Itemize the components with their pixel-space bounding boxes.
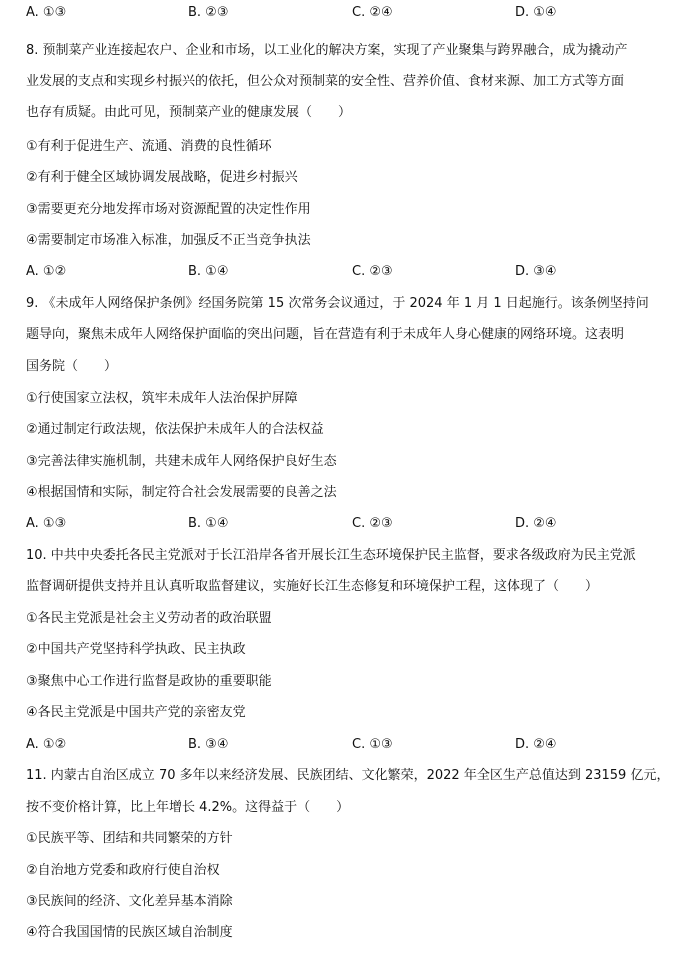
q9-option-a[interactable]: A. ①③	[26, 516, 67, 531]
q8-item-2: ②有利于健全区域协调发展战略，促进乡村振兴	[26, 170, 298, 185]
q11-stem-line-1: 11. 内蒙古自治区成立 70 多年以来经济发展、民族团结、文化繁荣，2022 年全区生产总值达到 23159 亿元，	[26, 768, 670, 783]
q10-item-1: ①各民主党派是社会主义劳动者的政治联盟	[26, 611, 272, 626]
q9-options	[26, 515, 686, 533]
q8-option-d[interactable]: D. ③④	[515, 264, 557, 279]
q9-item-2: ②通过制定行政法规，依法保护未成年人的合法权益	[26, 422, 324, 437]
q9-stem-line-2: 题导向，聚焦未成年人网络保护面临的突出问题，旨在营造有利于未成年人身心健康的网络环境。这表明	[26, 327, 625, 342]
q8-option-b[interactable]: B. ①④	[188, 264, 229, 279]
q7-option-a[interactable]: A. ①③	[26, 5, 67, 20]
q10-option-c[interactable]: C. ①③	[352, 737, 393, 752]
q7-options	[26, 4, 686, 22]
q10-option-b[interactable]: B. ③④	[188, 737, 229, 752]
q8-stem-line-1: 8. 预制菜产业连接起农户、企业和市场，以工业化的解决方案，实现了产业聚集与跨界融合，成为撬动产	[26, 43, 628, 58]
q9-item-3: ③完善法律实施机制，共建未成年人网络保护良好生态	[26, 454, 337, 469]
q8-option-c[interactable]: C. ②③	[352, 264, 393, 279]
q9-option-d[interactable]: D. ②④	[515, 516, 557, 531]
q7-option-b[interactable]: B. ②③	[188, 5, 229, 20]
q10-item-2: ②中国共产党坚持科学执政、民主执政	[26, 642, 246, 657]
q10-option-a[interactable]: A. ①②	[26, 737, 67, 752]
q9-item-1: ①行使国家立法权，筑牢未成年人法治保护屏障	[26, 391, 298, 406]
q8-stem-line-2: 业发展的支点和实现乡村振兴的依托，但公众对预制菜的安全性、营养价值、食材来源、加工方式等方面	[26, 74, 625, 89]
q9-stem-line-3: 国务院（ ）	[26, 359, 118, 374]
q10-options	[26, 736, 686, 754]
q10-stem-line-2: 监督调研提供支持并且认真听取监督建议，实施好长江生态修复和环境保护工程，这体现了（ ）	[26, 579, 599, 594]
q10-item-3: ③聚焦中心工作进行监督是政协的重要职能	[26, 674, 272, 689]
q8-item-4: ④需要制定市场准入标准，加强反不正当竞争执法	[26, 233, 311, 248]
q11-item-3: ③民族间的经济、文化差异基本消除	[26, 894, 233, 909]
q10-stem-line-1: 10. 中共中央委托各民主党派对于长江沿岸各省开展长江生态环境保护民主监督，要求各级政府为民主党派	[26, 548, 636, 563]
q11-item-4: ④符合我国国情的民族区域自治制度	[26, 925, 233, 940]
q11-item-1: ①民族平等、团结和共同繁荣的方针	[26, 831, 233, 846]
q9-stem-line-1: 9. 《未成年人网络保护条例》经国务院第 15 次常务会议通过，于 2024 年 1 月 1 日起施行。该条例坚持问	[26, 296, 649, 311]
q9-option-b[interactable]: B. ①④	[188, 516, 229, 531]
q7-option-d[interactable]: D. ①④	[515, 5, 557, 20]
q8-item-1: ①有利于促进生产、流通、消费的良性循环	[26, 139, 272, 154]
q8-stem-line-3: 也存有质疑。由此可见，预制菜产业的健康发展（ ）	[26, 105, 352, 120]
q10-item-4: ④各民主党派是中国共产党的亲密友党	[26, 705, 246, 720]
q11-item-2: ②自治地方党委和政府行使自治权	[26, 863, 220, 878]
q8-item-3: ③需要更充分地发挥市场对资源配置的决定性作用	[26, 202, 311, 217]
q8-options	[26, 263, 686, 281]
q8-option-a[interactable]: A. ①②	[26, 264, 67, 279]
q7-option-c[interactable]: C. ②④	[352, 5, 393, 20]
q9-option-c[interactable]: C. ②③	[352, 516, 393, 531]
q9-item-4: ④根据国情和实际，制定符合社会发展需要的良善之法	[26, 485, 337, 500]
q10-option-d[interactable]: D. ②④	[515, 737, 557, 752]
q11-stem-line-2: 按不变价格计算，比上年增长 4.2%。这得益于（ ）	[26, 800, 350, 815]
